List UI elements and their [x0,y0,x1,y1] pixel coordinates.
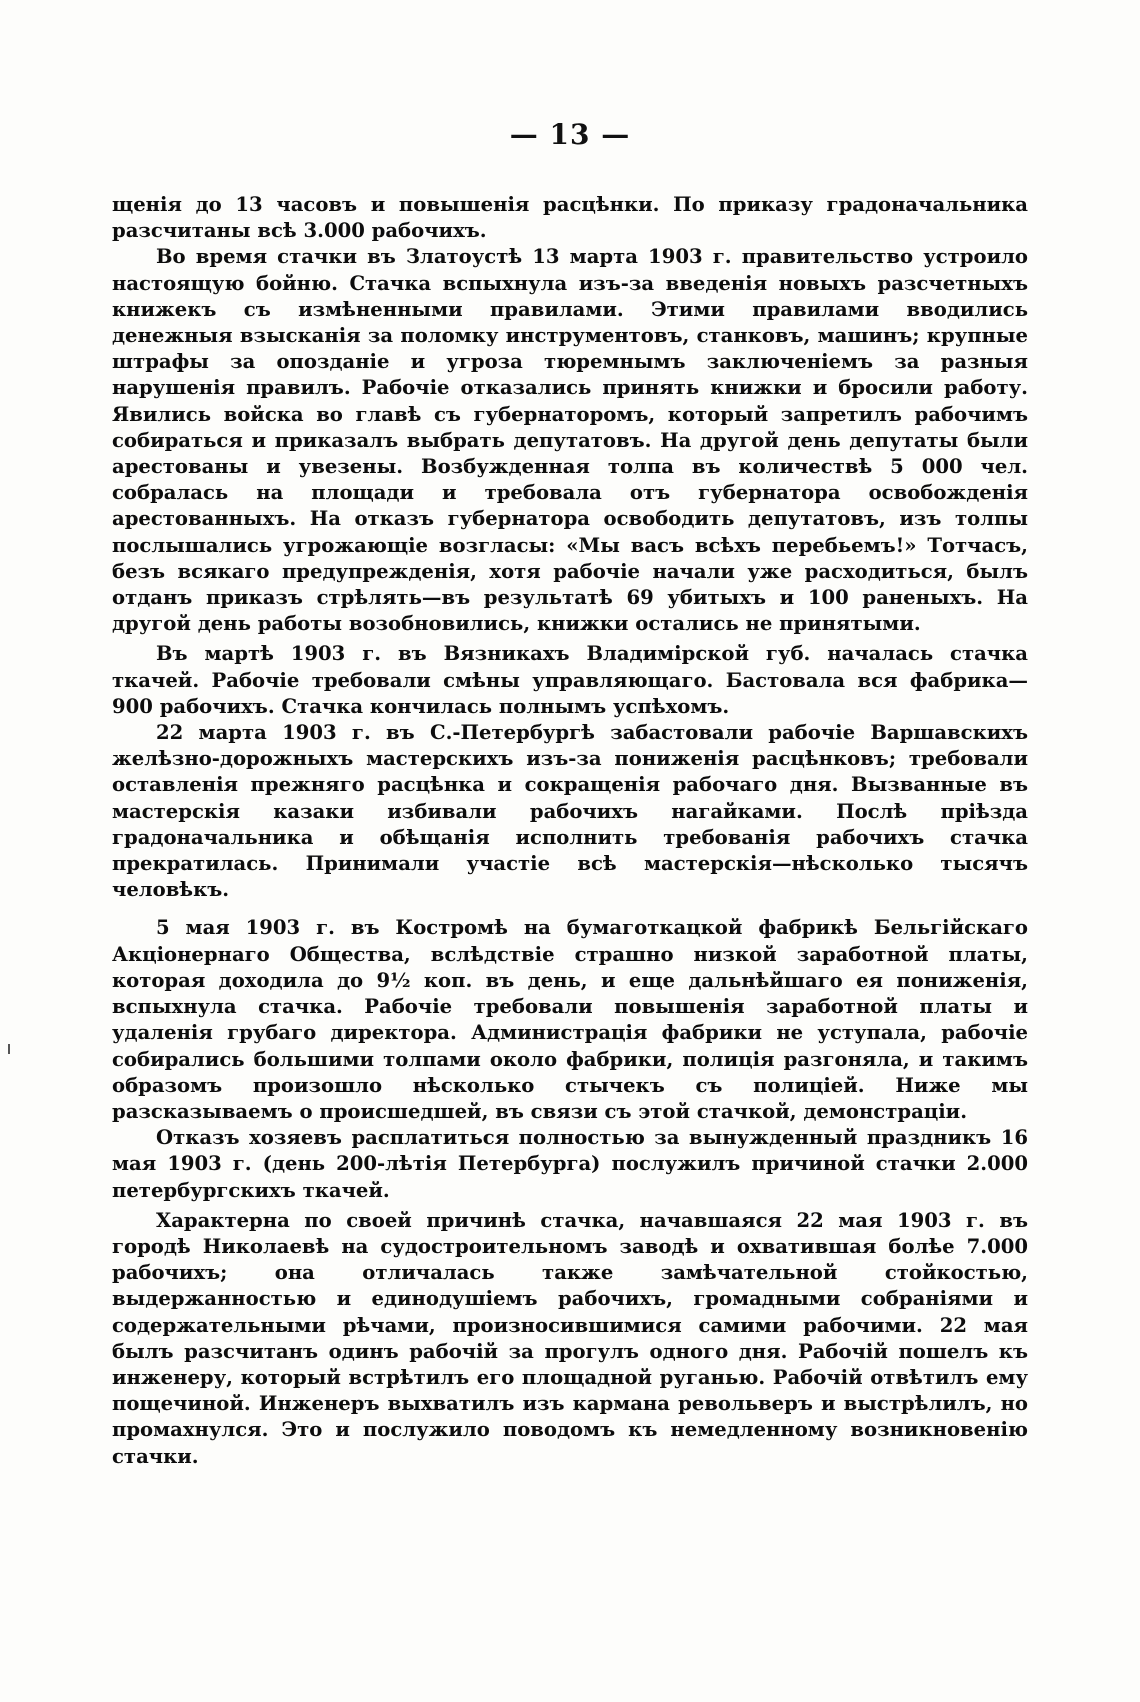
paragraph-petersburg-workshops-strike: 22 марта 1903 г. въ С.-Петербургѣ забастовали рабочіе Варшавскихъ желѣзно-дорожныхъ мастерскихъ изъ-за пониженія расцѣнковъ; требовали оставленія прежняго расцѣнка и сокращенія рабочаго дня. Вызванные въ мастерскія казаки избивали рабочихъ нагайками. Послѣ пріѣзда градоначальника и обѣщанія исполнить требованія рабочихъ стачка прекратилась. Принимали участіе всѣ мастерскія—нѣсколько тысячъ человѣкъ. [112,721,1028,902]
page-number: — 13 — [509,118,631,151]
paragraph-weavers-strike: Отказъ хозяевъ расплатиться полностью за вынужденный праздникъ 16 мая 1903 г. (день 200-лѣтія Петербурга) послужилъ причиной стачки 2.000 петербургскихъ ткачей. [112,1126,1028,1202]
paragraph-kostroma-strike: 5 мая 1903 г. въ Костромѣ на бумаготкацкой фабрикѣ Бельгійскаго Акціонернаго Общества, вслѣдствіе страшно низкой заработной платы, которая доходила до 9½ коп. въ день, и еще дальнѣйшаго ея пониженія, вспыхнула стачка. Рабочіе требовали повышенія заработной платы и удаленія грубаго директора. Администрація фабрики не уступала, рабочіе собирались большими толпами около фабрики, полиція разгоняла, и такимъ образомъ произошло нѣсколько стычекъ съ полиціей. Ниже мы разсказываемъ о происшедшей, въ связи съ этой стачкой, демонстраціи. [112,916,1028,1123]
paragraph-vyazniki-strike: Въ мартѣ 1903 г. въ Вязникахъ Владимірской губ. началась стачка ткачей. Рабочіе требовали смѣны управляющаго. Бастовала вся фабрика—900 рабочихъ. Стачка кончилась полнымъ успѣхомъ. [112,642,1028,718]
margin-mark [8,1044,10,1054]
body-text [112,192,1028,1470]
paragraph-nikolaev-strike: Характерна по своей причинѣ стачка, начавшаяся 22 мая 1903 г. въ городѣ Николаевѣ на судостроительномъ заводѣ и охватившая болѣе 7.000 рабочихъ; она отличалась также замѣчательной стойкостью, выдержанностью и единодушіемъ рабочихъ, громадными собраніями и содержательными рѣчами, произносившимися самими рабочими. 22 мая былъ разсчитанъ одинъ рабочій за прогулъ одного дня. Рабочій пошелъ къ инженеру, который встрѣтилъ его площадной руганью. Рабочій отвѣтилъ ему пощечиной. Инженеръ выхватилъ изъ кармана револьверъ и выстрѣлилъ, но промахнулся. Это и послужило поводомъ къ немедленному возникновенію стачки. [112,1208,1028,1468]
paragraph-continuation: щенія до 13 часовъ и повышенія расцѣнки. По приказу градоначальника разсчитаны всѣ 3.000 рабочихъ. [112,193,1028,243]
paragraph-zlatoust-strike: Во время стачки въ Златоустѣ 13 марта 1903 г. правительство устроило настоящую бойню. Стачка вспыхнула изъ-за введенія новыхъ разсчетныхъ книжекъ съ измѣненными правилами. Этими правилами вводились денежныя взысканія за поломку инструментовъ, станковъ, машинъ; крупные штрафы за опозданіе и угроза тюремнымъ заключеніемъ за разныя нарушенія правилъ. Рабочіе отказались принять книжки и бросили работу. Явились войска во главѣ съ губернаторомъ, который запретилъ рабочимъ собираться и приказалъ выбрать депутатовъ. На другой день депутаты были арестованы и увезены. Возбужденная толпа въ количествѣ 5 000 чел. собралась на площади и требовала отъ губернатора освобожденія арестованныхъ. На отказъ губернатора освободить депутатовъ, изъ толпы послышались угрожающіе возгласы: «Мы васъ всѣхъ перебьемъ!» Тотчасъ, безъ всякаго предупрежденія, хотя рабочіе начали уже расходиться, былъ отданъ приказъ стрѣлять—въ результатѣ 69 убитыхъ и 100 раненыхъ. На другой день работы возобновились, книжки остались не принятыми. [112,245,1028,636]
